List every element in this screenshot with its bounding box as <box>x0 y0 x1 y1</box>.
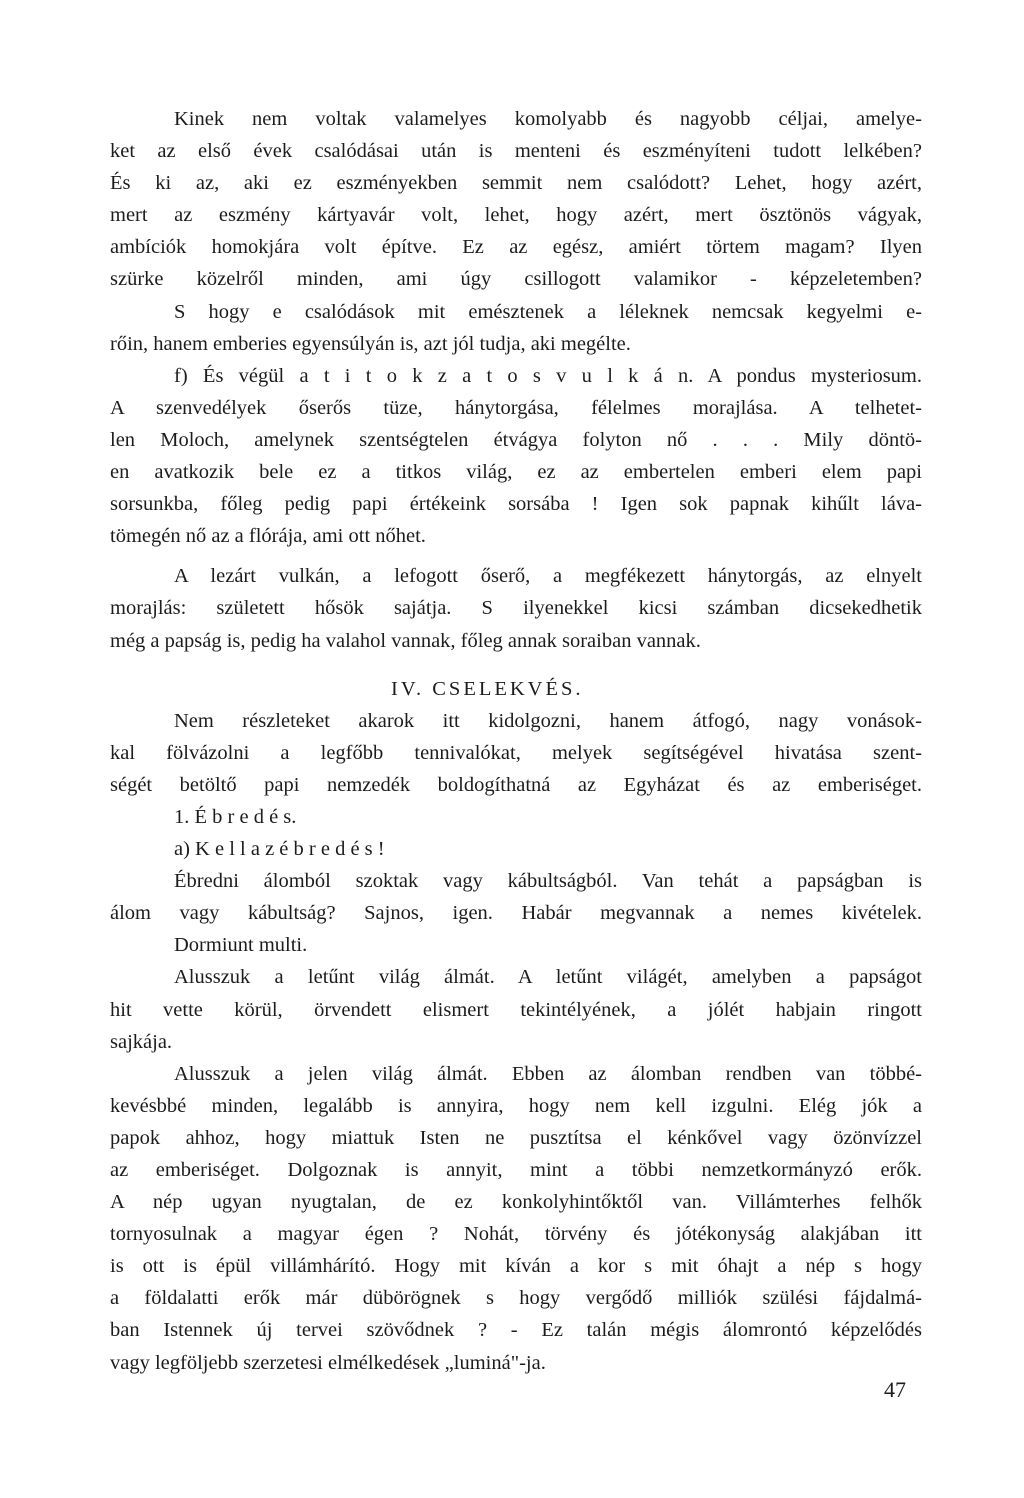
text-line: mert az eszmény kártyavár volt, lehet, hogy azért, mert ösztönös vágyak, <box>110 204 922 227</box>
text-line: en avatkozik bele ez a titkos világ, ez az embertelen emberi elem papi <box>110 461 922 484</box>
text-line: A lezárt vulkán, a lefogott őserő, a megfékezett hánytorgás, az elnyelt <box>174 565 922 588</box>
section-heading: IV. CSELEKVÉS. <box>391 677 584 700</box>
text-line: a földalatti erők már dübörögnek s hogy vergődő milliók szülési fájdalmá- <box>110 1287 922 1310</box>
text-line: szürke közelről minden, ami úgy csillogott valamikor - képzeletemben? <box>110 268 922 291</box>
page-number: 47 <box>884 1377 906 1402</box>
text-line: Kinek nem voltak valamelyes komolyabb és nagyobb céljai, amelye- <box>174 108 922 130</box>
text-line: f) És végül a t i t o k z a t o s v u l k á n. A pondus mysteriosum. <box>174 364 922 387</box>
text-line: ket az első évek csalódásai után is menteni és eszményíteni tudott lelkében? <box>110 140 922 163</box>
text-line: És ki az, aki ez eszményekben semmit nem csalódott? Lehet, hogy azért, <box>110 172 922 195</box>
text-line: Alusszuk a jelen világ álmát. Ebben az álomban rendben van többé- <box>174 1062 922 1085</box>
text-line: tömegén nő az a flórája, ami ott nőhet. <box>110 525 426 548</box>
text-line: A nép ugyan nyugtalan, de ez konkolyhintőktől van. Villámterhes felhők <box>110 1191 922 1214</box>
text-line: még a papság is, pedig ha valahol vannak, főleg annak soraiban vannak. <box>110 629 701 652</box>
text-line: is ott is épül villámhárító. Hogy mit kíván a kor s mit óhajt a nép s hogy <box>110 1255 922 1278</box>
text-line: len Moloch, amelynek szentségtelen étvágya folyton nő . . . Mily döntö- <box>110 428 922 451</box>
document-page <box>110 103 922 1379</box>
text-line: ségét betöltő papi nemzedék boldogíthatná az Egyházat és az emberiséget. <box>110 773 922 796</box>
text-line: morajlás: született hősök sajátja. S ilyenekkel kicsi számban dicsekedhetik <box>110 597 922 620</box>
text-line: Nem részleteket akarok itt kidolgozni, hanem átfogó, nagy vonások- <box>174 709 922 732</box>
text-line: ban Istennek új tervei szövődnek ? - Ez talán mégis álomrontó képzelődés <box>110 1319 922 1342</box>
subsection-heading: a) K e l l a z é b r e d é s ! <box>174 838 385 861</box>
text-line: kevésbbé minden, legalább is annyira, hogy nem kell izgulni. Elég jók a <box>110 1094 922 1117</box>
text-line: álom vagy kábultság? Sajnos, igen. Habár megvannak a nemes kivételek. <box>110 902 922 925</box>
text-line: ambíciók homokjára volt építve. Ez az egész, amiért törtem magam? Ilyen <box>110 236 922 259</box>
text-line: S hogy e csalódások mit emésztenek a léleknek nemcsak kegyelmi e- <box>174 300 922 323</box>
text-line: Ébredni álomból szoktak vagy kábultságból. Van tehát a papságban is <box>174 870 922 893</box>
text-line: A szenvedélyek őserős tüze, hánytorgása, félelmes morajlása. A telhetet- <box>110 396 922 419</box>
text-line: Alusszuk a letűnt világ álmát. A letűnt világét, amelyben a papságot <box>174 966 922 989</box>
text-line: sajkája. <box>110 1030 173 1053</box>
text-line: papok ahhoz, hogy miattuk Isten ne pusztítsa el kénkővel vagy özönvízzel <box>110 1126 922 1149</box>
text-line: kal fölvázolni a legfőbb tennivalókat, melyek segítségével hivatása szent- <box>110 741 922 764</box>
subsection-heading: 1. É b r e d é s. <box>174 805 297 828</box>
text-line: hit vette körül, örvendett elismert tekintélyének, a jólét habjain ringott <box>110 998 922 1021</box>
text-line: Dormiunt multi. <box>174 934 308 957</box>
text-line: vagy legföljebb szerzetesi elmélkedések „luminá"-ja. <box>110 1351 546 1374</box>
text-line: tornyosulnak a magyar égen ? Nohát, törvény és jótékonyság alakjában itt <box>110 1223 922 1246</box>
text-line: rőin, hanem emberies egyensúlyán is, azt jól tudja, aki megélte. <box>110 332 631 355</box>
text-line: az emberiséget. Dolgoznak is annyit, mint a többi nemzetkormányzó erők. <box>110 1159 922 1181</box>
text-line: sorsunkba, főleg pedig papi értékeink sorsába ! Igen sok papnak kihűlt láva- <box>110 493 922 516</box>
